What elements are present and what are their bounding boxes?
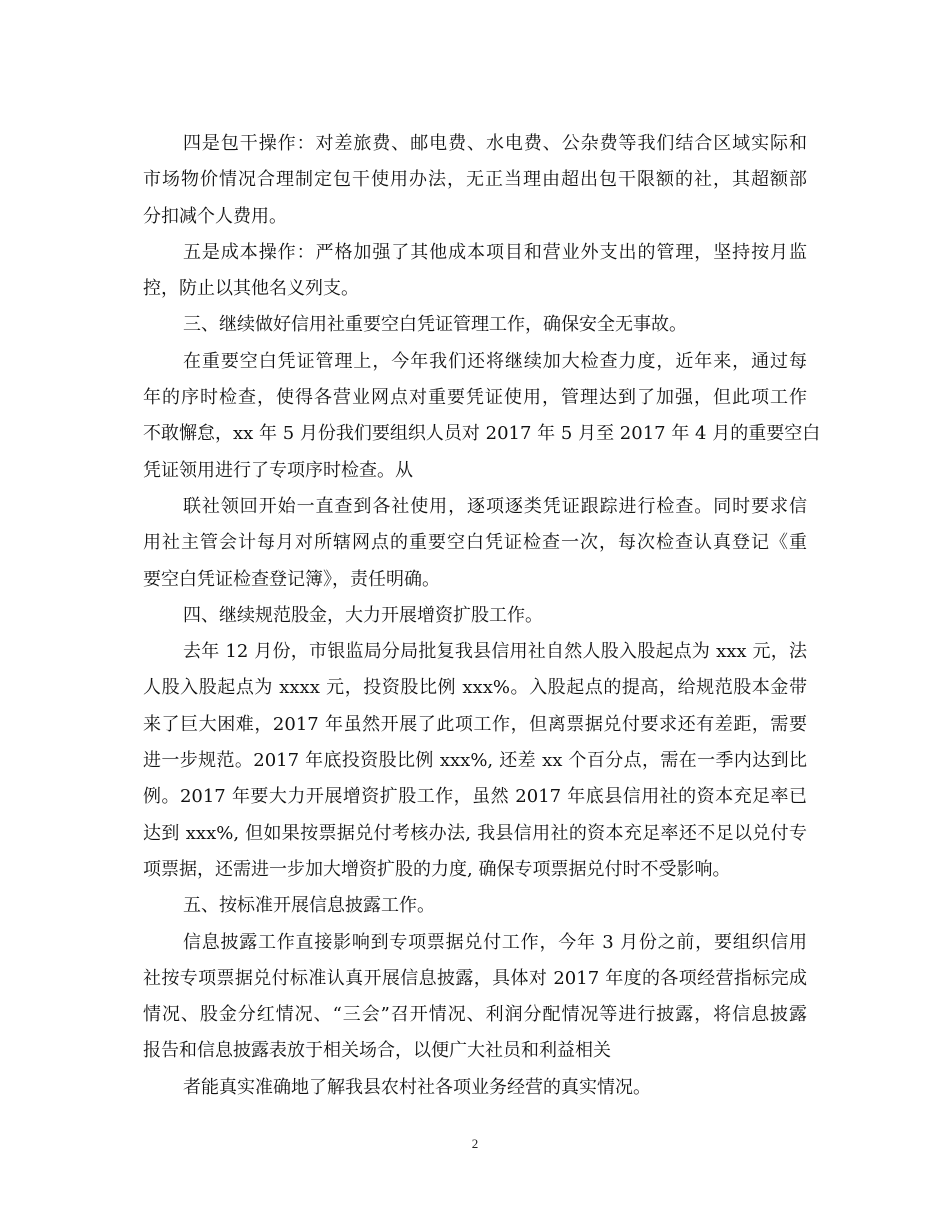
text-line: 三、继续做好信用社重要空白凭证管理工作，确保安全无事故。 [183,314,687,336]
text-line: 情况、股金分红情况、“三会”召开情况、利润分配情况等进行披露，将信息披露 [143,1004,807,1026]
text-line: 凭证领用进行了专项序时检查。从 [143,459,413,481]
text-line: 年的序时检查，使得各营业网点对重要凭证使用，管理达到了加强，但此项工作 [143,387,807,409]
text-line: 来了巨大困难，2017 年虽然开展了此项工作，但离票据兑付要求还有差距，需要 [143,713,807,735]
text-line: 者能真实准确地了解我县农村社各项业务经营的真实情况。 [183,1076,651,1098]
text-line: 进一步规范。2017 年底投资股比例 xxx%, 还差 xx 个百分点，需在一季内达到比 [143,750,807,772]
text-line: 要空白凭证检查登记簿》，责任明确。 [143,568,440,590]
text-line: 去年 12 月份，市银监局分局批复我县信用社自然人股入股起点为 xxx 元，法 [183,641,807,663]
text-line: 例。2017 年要大力开展增资扩股工作，虽然 2017 年底县信用社的资本充足率已 [143,786,807,808]
text-line: 联社领回开始一直查到各社使用，逐项逐类凭证跟踪进行检查。同时要求信 [183,495,807,517]
text-line: 分扣减个人费用。 [143,205,287,227]
text-line: 控，防止以其他名义列支。 [143,278,359,300]
text-line: 市场物价情况合理制定包干使用办法，无正当理由超出包干限额的社，其超额部 [143,169,807,191]
text-line: 项票据，还需进一步加大增资扩股的力度, 确保专项票据兑付时不受影响。 [143,858,731,880]
text-line: 四、继续规范股金，大力开展增资扩股工作。 [183,604,543,626]
page-number: 2 [471,1136,479,1151]
text-line: 报告和信息披露表放于相关场合，以便广大社员和利益相关 [143,1040,611,1062]
text-line: 四是包干操作：对差旅费、邮电费、水电费、公杂费等我们结合区域实际和 [183,133,807,154]
text-line: 社按专项票据兑付标准认真开展信息披露，具体对 2017 年度的各项经营指标完成 [143,967,807,989]
text-line: 信息披露工作直接影响到专项票据兑付工作，今年 3 月份之前，要组织信用 [183,931,807,953]
text-line: 五、按标准开展信息披露工作。 [183,895,435,917]
text-line: 五是成本操作：严格加强了其他成本项目和营业外支出的管理，坚持按月监 [183,241,807,263]
document-body [143,126,821,1106]
text-line: 达到 xxx%, 但如果按票据兑付考核办法, 我县信用社的资本充足率还不足以兑付专 [143,822,807,844]
text-line: 用社主管会计每月对所辖网点的重要空白凭证检查一次，每次检查认真登记《重 [143,532,807,554]
text-line: 不敢懈怠，xx 年 5 月份我们要组织人员对 2017 年 5 月至 2017 年 4 月的重要空白 [143,423,821,445]
text-line: 人股入股起点为 xxxx 元，投资股比例 xxx%。入股起点的提高，给规范股本金带 [143,677,807,699]
text-line: 在重要空白凭证管理上，今年我们还将继续加大检查力度，近年来，通过每 [183,350,807,372]
